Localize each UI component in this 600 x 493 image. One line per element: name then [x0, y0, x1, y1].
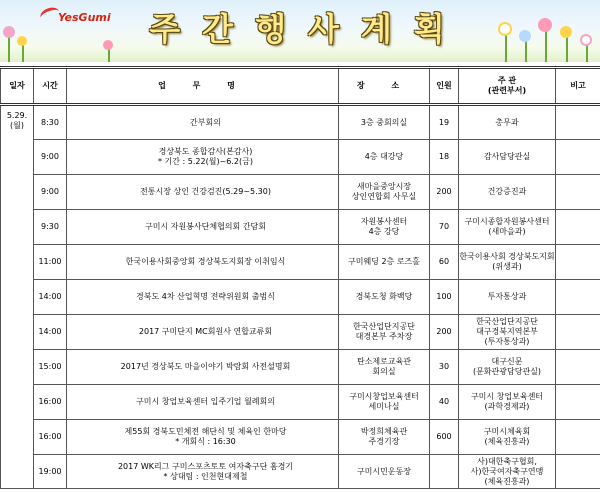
header-host-label: 주 관 [497, 76, 517, 85]
place-detail: 4층 강당 [368, 227, 400, 236]
people-cell: 19 [430, 105, 459, 140]
host-cell [459, 350, 556, 385]
task-detail: * 상대팀 : 인천현대제철 [163, 471, 248, 481]
header-host [459, 68, 556, 105]
task-cell [67, 455, 339, 489]
place-cell [339, 105, 430, 140]
table-row [1, 105, 600, 140]
host-cell [459, 210, 556, 245]
table-row [1, 280, 600, 315]
place-cell [339, 175, 430, 210]
host-text-2: 사)한국여자축구연맹 [470, 466, 544, 476]
place-text: 경북도청 화백당 [355, 292, 413, 301]
header-place: 장 소 [339, 68, 430, 105]
host-text-2: 대구경북지역본부 [476, 327, 538, 336]
date-value: 5.29. [6, 111, 28, 120]
date-weekday: (월) [10, 121, 24, 130]
place-text: 한국산업단지공단 [353, 322, 415, 331]
place-text: 자원봉사센터 [360, 217, 408, 226]
task-detail: * 개회식 : 16:30 [175, 437, 236, 446]
note-cell [556, 280, 600, 315]
people-cell: 100 [430, 280, 459, 315]
gumi-logo: YesGumi [58, 11, 111, 24]
place-text: 구미시창업보육센터 [349, 392, 419, 401]
header-date: 일자 [1, 68, 34, 105]
note-cell [556, 140, 600, 175]
host-cell [459, 280, 556, 315]
task-text: 전통시장 상인 건강검진(5.29~5.30) [140, 187, 271, 196]
host-text: 투자통상과 [487, 292, 527, 301]
table-row [1, 245, 600, 280]
header-note: 비고 [556, 68, 600, 105]
people-cell: 200 [430, 175, 459, 210]
place-detail: 세미나실 [368, 402, 400, 411]
host-text: 한국이용사회 경상북도지회 [459, 252, 555, 261]
time-cell: 11:00 [34, 245, 67, 280]
host-dept: (체육진흥과) [484, 476, 530, 486]
host-dept: (투자통상과) [484, 337, 530, 346]
table-row [1, 175, 600, 210]
host-cell [459, 140, 556, 175]
task-cell [67, 105, 339, 140]
task-text: 경상북도 종합감사(본감사) [158, 147, 253, 156]
place-detail: 회의실 [372, 367, 396, 376]
task-text: 한국이용사회중앙회 경상북도지회장 이취임식 [125, 257, 286, 266]
date-cell [1, 105, 34, 489]
people-cell: 30 [430, 350, 459, 385]
table-row [1, 140, 600, 175]
people-cell: 600 [430, 420, 459, 455]
note-cell [556, 350, 600, 385]
task-text: 2017년 경상북도 마을이야기 박람회 사전설명회 [120, 362, 291, 371]
task-cell [67, 210, 339, 245]
page-title: 주간행사계획 [149, 10, 467, 48]
task-text: 구미시 창업보육센터 입주기업 월례회의 [135, 397, 275, 406]
host-text: 구미시 창업보육센터 [470, 392, 544, 401]
note-cell [556, 455, 600, 489]
host-dept: (문화관광담당관실) [472, 367, 542, 376]
host-text: 구미시종합자원봉사센터 [464, 217, 550, 226]
place-detail: 주경기장 [368, 437, 400, 446]
people-cell: 70 [430, 210, 459, 245]
host-text: 총무과 [495, 117, 519, 127]
place-cell [339, 245, 430, 280]
host-cell [459, 420, 556, 455]
task-cell [67, 420, 339, 455]
time-cell: 9:30 [34, 210, 67, 245]
note-cell [556, 245, 600, 280]
people-cell: 200 [430, 315, 459, 350]
host-cell [459, 245, 556, 280]
task-text: 2017 구미단지 MC회원사 연합교류회 [138, 327, 273, 336]
task-cell [67, 140, 339, 175]
table-header-row [1, 68, 600, 105]
task-cell [67, 385, 339, 420]
header-host-sub: (관련부서) [487, 86, 527, 95]
note-cell [556, 420, 600, 455]
host-dept: (과학경제과) [484, 402, 530, 411]
place-text: 구미시민운동장 [356, 466, 412, 476]
host-text: 건강증진과 [487, 187, 527, 196]
table-row [1, 455, 600, 489]
time-cell: 8:30 [34, 105, 67, 140]
task-text: 제55회 경북도민체전 해단식 및 체육인 한마당 [124, 427, 287, 436]
host-dept: (체육진흥과) [484, 437, 530, 446]
header-task: 업 무 명 [67, 68, 339, 105]
time-cell: 16:00 [34, 420, 67, 455]
note-cell [556, 210, 600, 245]
task-cell [67, 280, 339, 315]
host-cell [459, 385, 556, 420]
table-row [1, 315, 600, 350]
host-text: 구미시체육회 [483, 427, 531, 436]
place-text: 탄소제로교육관 [356, 357, 412, 366]
people-cell: 40 [430, 385, 459, 420]
place-cell [339, 210, 430, 245]
place-cell [339, 350, 430, 385]
host-cell [459, 175, 556, 210]
people-cell: 60 [430, 245, 459, 280]
note-cell [556, 175, 600, 210]
table-row [1, 350, 600, 385]
task-cell [67, 245, 339, 280]
host-text: 감사담당관실 [483, 152, 531, 161]
host-cell [459, 455, 556, 489]
place-cell [339, 420, 430, 455]
time-cell: 9:00 [34, 140, 67, 175]
place-detail: 상인연합회 사무실 [351, 192, 417, 201]
note-cell [556, 315, 600, 350]
host-text: 한국산업단지공단 [476, 317, 538, 326]
host-text: 사)대한축구협회, [477, 456, 537, 466]
table-row [1, 420, 600, 455]
note-cell [556, 105, 600, 140]
task-detail: * 기간 : 5.22(월)~6.2(금) [158, 157, 253, 166]
host-dept: (위생과) [492, 262, 522, 271]
task-text: 간부회의 [190, 117, 221, 127]
task-text: 2017 WK리그 구미스포츠토토 여자축구단 홈경기 [117, 461, 294, 471]
task-cell [67, 175, 339, 210]
place-text: 구미웨딩 2층 로즈홀 [348, 257, 420, 266]
host-cell [459, 315, 556, 350]
task-text: 구미시 자원봉사단체협의회 간담회 [144, 222, 266, 231]
place-cell [339, 315, 430, 350]
place-cell [339, 455, 430, 489]
people-cell [430, 455, 459, 489]
time-cell: 9:00 [34, 175, 67, 210]
table-row [1, 210, 600, 245]
place-text: 3층 중회의실 [360, 117, 408, 127]
place-text: 4층 대강당 [364, 152, 404, 161]
time-cell: 16:00 [34, 385, 67, 420]
place-cell [339, 140, 430, 175]
time-cell: 14:00 [34, 280, 67, 315]
place-detail: 대경본부 주차장 [355, 332, 413, 341]
host-text: 대구신문 [491, 357, 523, 366]
time-cell: 19:00 [34, 455, 67, 489]
task-cell [67, 315, 339, 350]
table-row [1, 385, 600, 420]
header-people: 인원 [430, 68, 459, 105]
time-cell: 15:00 [34, 350, 67, 385]
host-dept: (새마을과) [488, 227, 526, 236]
place-text: 박정희체육관 [360, 427, 408, 436]
task-cell [67, 350, 339, 385]
header-time: 시간 [34, 68, 67, 105]
place-cell [339, 385, 430, 420]
people-cell: 18 [430, 140, 459, 175]
header-banner [0, 0, 600, 62]
host-cell [459, 105, 556, 140]
weekly-schedule-table [0, 66, 600, 489]
note-cell [556, 385, 600, 420]
place-cell [339, 280, 430, 315]
task-text: 경북도 4차 산업혁명 전략위원회 출범식 [136, 292, 275, 301]
place-text: 새마을중앙시장 [356, 182, 412, 191]
time-cell: 14:00 [34, 315, 67, 350]
